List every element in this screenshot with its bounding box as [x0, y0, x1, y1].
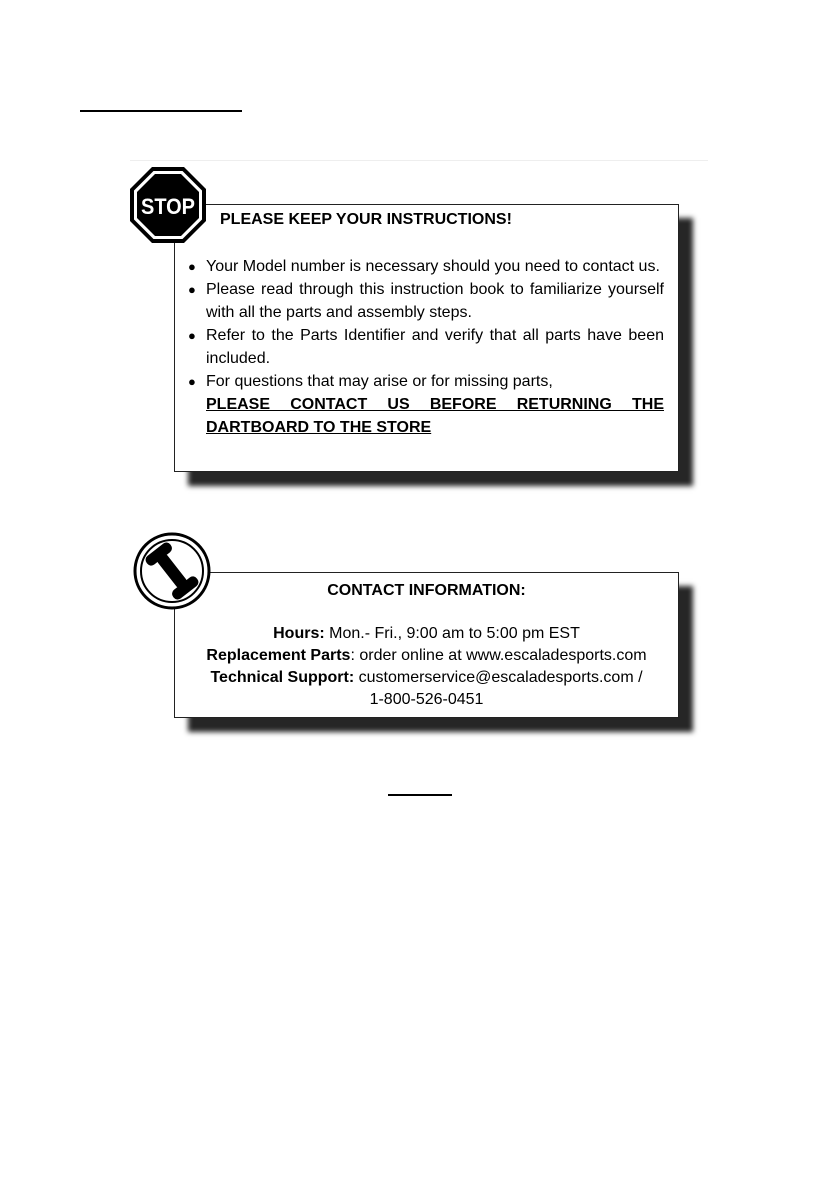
list-item: ● For questions that may arise or for missing parts, PLEASE CONTACT US BEFORE RETURNING THE DARTBOARD TO THE STORE — [187, 370, 664, 439]
technical-support-line: Technical Support: customerservice@escaladesports.com / — [210, 669, 643, 686]
bullet-icon: ● — [188, 259, 196, 274]
support-phone: 1-800-526-0451 — [369, 691, 484, 708]
replacement-parts-line: Replacement Parts: order online at www.escaladesports.com — [206, 647, 647, 664]
bullet-icon: ● — [188, 374, 196, 389]
hours-line: Hours: Mon.- Fri., 9:00 am to 5:00 pm EST — [273, 625, 580, 642]
stop-sign-text: STOP — [141, 194, 195, 219]
contact-information-heading: CONTACT INFORMATION: — [327, 582, 526, 599]
phone-icon — [133, 532, 211, 610]
bullet-icon: ● — [188, 282, 196, 297]
list-item: ● Your Model number is necessary should you need to contact us. — [187, 255, 664, 278]
contact-information-panel — [174, 572, 679, 718]
contact-before-return-notice-2: DARTBOARD TO THE STORE — [206, 419, 432, 436]
faint-divider — [130, 160, 708, 161]
list-item: ● Refer to the Parts Identifier and verify that all parts have been included. — [187, 324, 664, 370]
keep-instructions-panel — [174, 204, 679, 472]
top-heading-underline — [80, 110, 242, 112]
keep-instructions-heading: PLEASE KEEP YOUR INSTRUCTIONS! — [220, 211, 512, 228]
stop-sign-icon — [128, 165, 208, 245]
contact-before-return-notice: PLEASE CONTACT US BEFORE RETURNING THE — [206, 396, 664, 413]
instructions-list — [187, 255, 664, 439]
list-item: ● Please read through this instruction book to familiarize yourself with all the parts and assembly steps. — [187, 278, 664, 324]
contact-details — [175, 623, 678, 711]
bottom-heading-underline — [388, 794, 452, 796]
bullet-icon: ● — [188, 328, 196, 343]
